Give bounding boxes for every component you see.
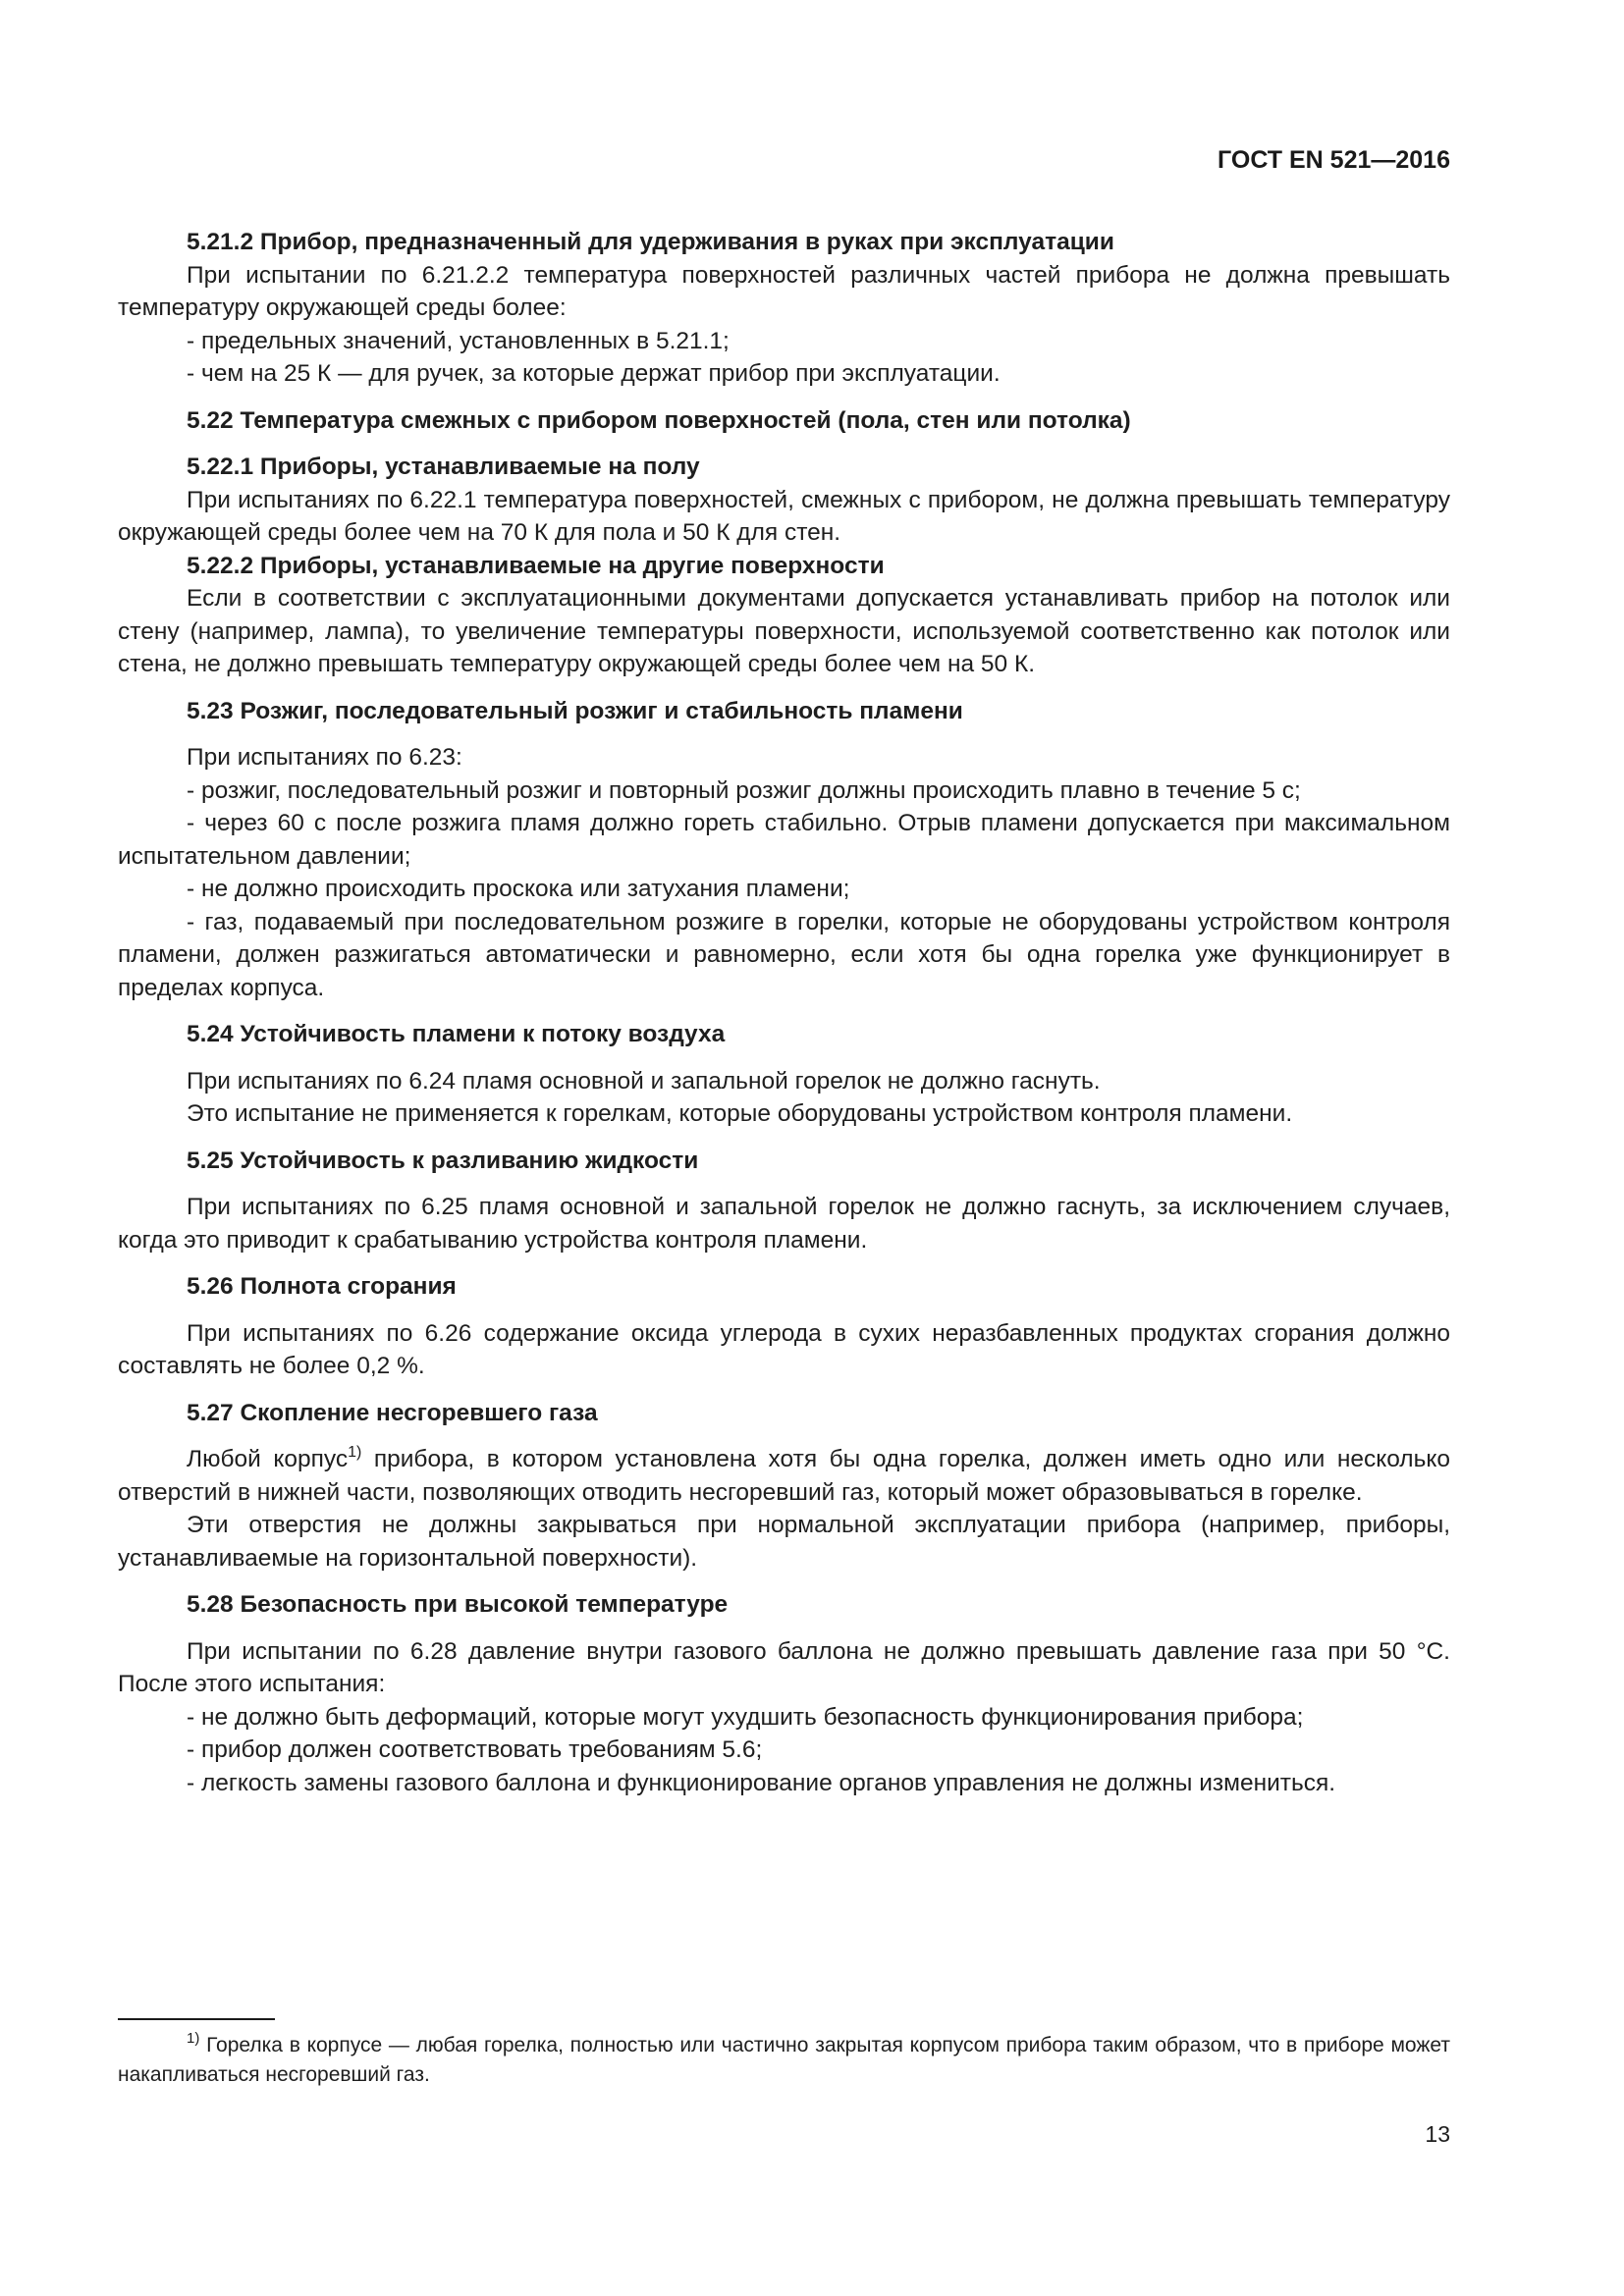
document-code: ГОСТ EN 521—2016	[1218, 146, 1450, 174]
list-item: - не должно быть деформаций, которые могут ухудшить безопасность функционирования прибора;	[187, 1703, 1304, 1731]
footnote-marker: 1)	[187, 2030, 200, 2047]
heading-5-27: 5.27 Скопление несгоревшего газа	[187, 1399, 598, 1426]
footnote	[118, 2031, 1450, 2090]
footnote-reference: 1)	[348, 1444, 362, 1461]
heading-5-28: 5.28 Безопасность при высокой температуре	[187, 1591, 729, 1618]
list-item: - через 60 с после розжига пламя должно гореть стабильно. Отрыв пламени допускается при максимальном испытательном давлении;	[118, 810, 1450, 870]
list-item: - предельных значений, установленных в 5.21.1;	[187, 327, 730, 354]
paragraph: При испытаниях по 6.23:	[187, 744, 462, 771]
paragraph: Если в соответствии с эксплуатационными документами допускается устанавливать прибор на потолок или стену (например, лампа), то увеличение температуры поверхности, используемой соответственно как потолок или стена, не должно превышать температуру окружающей среды более чем на 50 К.	[118, 585, 1450, 677]
heading-5-22-2: 5.22.2 Приборы, устанавливаемые на другие поверхности	[187, 552, 885, 579]
page-number: 13	[1425, 2121, 1450, 2147]
heading-5-23: 5.23 Розжиг, последовательный розжиг и стабильность пламени	[187, 697, 963, 724]
heading-5-25: 5.25 Устойчивость к разливанию жидкости	[187, 1147, 699, 1174]
paragraph-with-footnote-ref	[118, 1443, 1450, 1509]
heading-5-22: 5.22 Температура смежных с прибором поверхностей (пола, стен или потолка)	[187, 406, 1131, 434]
paragraph: При испытаниях по 6.25 пламя основной и запальной горелок не должно гаснуть, за исключением случаев, когда это приводит к срабатыванию устройства контроля пламени.	[118, 1194, 1450, 1254]
paragraph: При испытаниях по 6.26 содержание оксида углерода в сухих неразбавленных продуктах сгорания должно составлять не более 0,2 %.	[118, 1319, 1450, 1379]
paragraph: При испытаниях по 6.24 пламя основной и запальной горелок не должно гаснуть.	[187, 1067, 1101, 1095]
paragraph: При испытании по 6.21.2.2 температура поверхностей различных частей прибора не должна превышать температуру окружающей среды более:	[118, 261, 1450, 321]
list-item: - не должно происходить проскока или затухания пламени;	[187, 876, 850, 902]
list-item: - прибор должен соответствовать требованиям 5.6;	[187, 1736, 763, 1763]
list-item: - розжиг, последовательный розжиг и повторный розжиг должны происходить плавно в течение 5 с;	[187, 776, 1301, 804]
document-page	[118, 0, 1450, 2296]
list-item: - легкость замены газового баллона и функционирование органов управления не должны измениться.	[187, 1769, 1336, 1796]
heading-5-22-1: 5.22.1 Приборы, устанавливаемые на полу	[187, 454, 700, 480]
main-content	[118, 226, 1450, 1799]
text-segment: прибора, в котором установлена хотя бы одна горелка, должен иметь одно или несколько отверстий в нижней части, позволяющих отводить несгоревший газ, который может образовываться в горелке.	[118, 1446, 1450, 1506]
paragraph: При испытании по 6.28 давление внутри газового баллона не должно превышать давление газа при 50 °С. После этого испытания:	[118, 1637, 1450, 1697]
footnote-text: Горелка в корпусе — любая горелка, полностью или частично закрытая корпусом прибора таким образом, что в приборе может накапливаться несгоревший газ.	[118, 2034, 1450, 2086]
text-segment: Любой корпус	[187, 1446, 349, 1472]
list-item: - чем на 25 К — для ручек, за которые держат прибор при эксплуатации.	[187, 360, 1001, 387]
heading-5-21-2: 5.21.2 Прибор, предназначенный для удерживания в руках при эксплуатации	[187, 229, 1114, 255]
paragraph: При испытаниях по 6.22.1 температура поверхностей, смежных с прибором, не должна превышать температуру окружающей среды более чем на 70 К для пола и 50 К для стен.	[118, 486, 1450, 546]
footnote-divider	[118, 2018, 275, 2020]
heading-5-26: 5.26 Полнота сгорания	[187, 1273, 457, 1300]
paragraph: Это испытание не применяется к горелкам, которые оборудованы устройством контроля пламени.	[187, 1100, 1293, 1127]
list-item: - газ, подаваемый при последовательном розжиге в горелки, которые не оборудованы устройством контроля пламени, должен разжигаться автоматически и равномерно, если хотя бы одна горелка уже функционирует в пределах корпуса.	[118, 908, 1450, 1001]
heading-5-24: 5.24 Устойчивость пламени к потоку воздуха	[187, 1021, 726, 1047]
paragraph: Эти отверстия не должны закрываться при нормальной эксплуатации прибора (например, приборы, устанавливаемые на горизонтальной поверхности).	[118, 1512, 1450, 1572]
